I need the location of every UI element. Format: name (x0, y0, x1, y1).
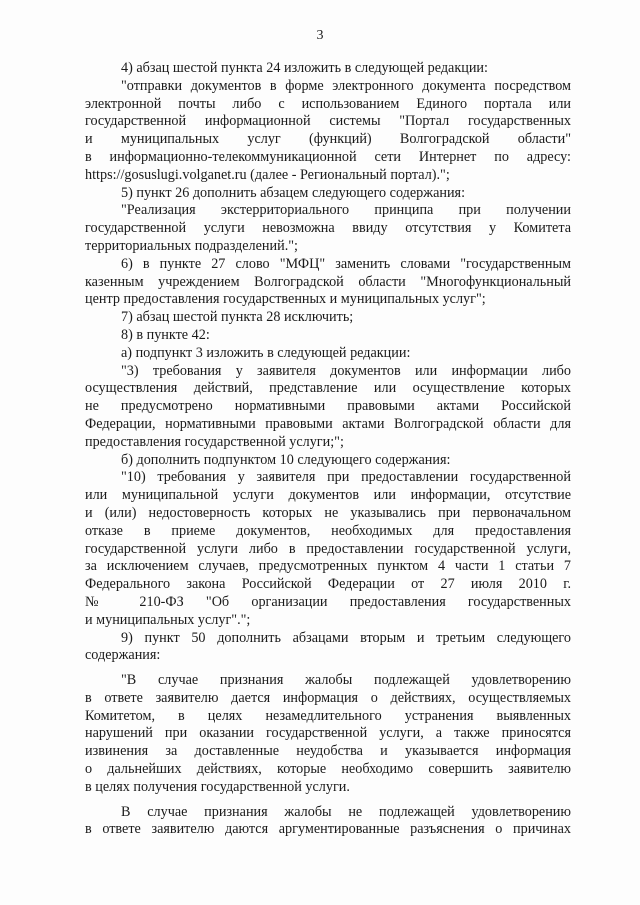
text-line: https://gosuslugi.volganet.ru (далее - Региональный портал)."; (85, 166, 450, 183)
text-line: 6) в пункте 27 слово "МФЦ" заменить словами "государственным (121, 255, 571, 272)
text-line: государственной услуги либо в предоставлении государственной услуги, (85, 540, 571, 557)
text-line: Комитетом, в целях незамедлительного устранения выявленных (85, 707, 571, 724)
text-line: и муниципальных услуг"."; (85, 611, 251, 628)
text-line: № 210-ФЗ "Об организации предоставления государственных (85, 593, 571, 610)
text-line: в ответе заявителю даются аргументированные разъяснения о причинах (85, 821, 571, 838)
text-line: Федерального закона Российской Федерации от 27 июля 2010 г. (85, 576, 571, 593)
text-line: о дальнейших действиях, которые необходимо совершить заявителю (85, 761, 571, 778)
text-line: 8) в пункте 42: (121, 326, 210, 343)
text-line: за исключением случаев, предусмотренных пунктом 4 части 1 статьи 7 (85, 558, 571, 575)
text-line: или муниципальной услуги документов или информации, отсутствие (85, 487, 571, 504)
text-line: предоставления государственной услуги;"; (85, 433, 344, 450)
text-line: территориальных подразделений."; (85, 237, 298, 254)
text-line: и (или) недостоверность которых не указывались при первоначальном (85, 504, 571, 521)
text-line: В случае признания жалобы не подлежащей удовлетворению (121, 803, 571, 820)
text-line: электронной почты либо с использованием Единого портала или (85, 95, 571, 112)
text-line: казенным учреждением Волгоградской области "Многофункциональный (85, 273, 571, 290)
text-line: содержания: (85, 647, 161, 664)
text-line: извинения за доставленные неудобства и указывается информация (85, 743, 571, 760)
text-line: "В случае признания жалобы подлежащей удовлетворению (121, 672, 571, 689)
text-line: "отправки документов в форме электронного документа посредством (121, 77, 571, 94)
text-line: 9) пункт 50 дополнить абзацами вторым и третьим следующего (121, 629, 571, 646)
text-line: 5) пункт 26 дополнить абзацем следующего содержания: (121, 184, 466, 201)
document-body (85, 60, 571, 839)
text-line: "3) требования у заявителя документов или информации либо (121, 362, 571, 379)
text-line: "Реализация экстерриториального принципа при получении (121, 202, 571, 219)
text-line: б) дополнить подпунктом 10 следующего содержания: (121, 451, 451, 468)
text-line: нарушений при оказании государственной услуги, а также приносятся (85, 725, 571, 742)
text-line: государственной услуги невозможна ввиду отсутствия у Комитета (85, 220, 571, 237)
text-line: 4) абзац шестой пункта 24 изложить в следующей редакции: (121, 60, 488, 76)
text-line: 7) абзац шестой пункта 28 исключить; (121, 309, 354, 326)
text-line: в целях получения государственной услуги. (85, 778, 350, 795)
text-line: осуществления действий, представление или осуществление которых (85, 380, 571, 397)
text-line: не предусмотрено нормативными правовыми актами Российской (85, 398, 571, 415)
text-line: в информационно-телекоммуникационной сети Интернет по адресу: (85, 148, 571, 165)
page-number: 3 (316, 28, 324, 43)
text-line: а) подпункт 3 изложить в следующей редакции: (121, 344, 411, 361)
text-line: центр предоставления государственных и муниципальных услуг"; (85, 291, 486, 308)
text-line: в ответе заявителю дается информация о действиях, осуществляемых (85, 689, 571, 706)
text-line: и муниципальных услуг (функций) Волгоградской области" (85, 131, 571, 148)
text-line: отказе в приеме документов, необходимых для предоставления (85, 522, 571, 539)
text-line: "10) требования у заявителя при предоставлении государственной (121, 469, 571, 486)
text-line: государственной информационной системы "Портал государственных (85, 113, 571, 130)
text-line: Федерации, нормативными правовыми актами Волгоградской области для (85, 415, 571, 432)
